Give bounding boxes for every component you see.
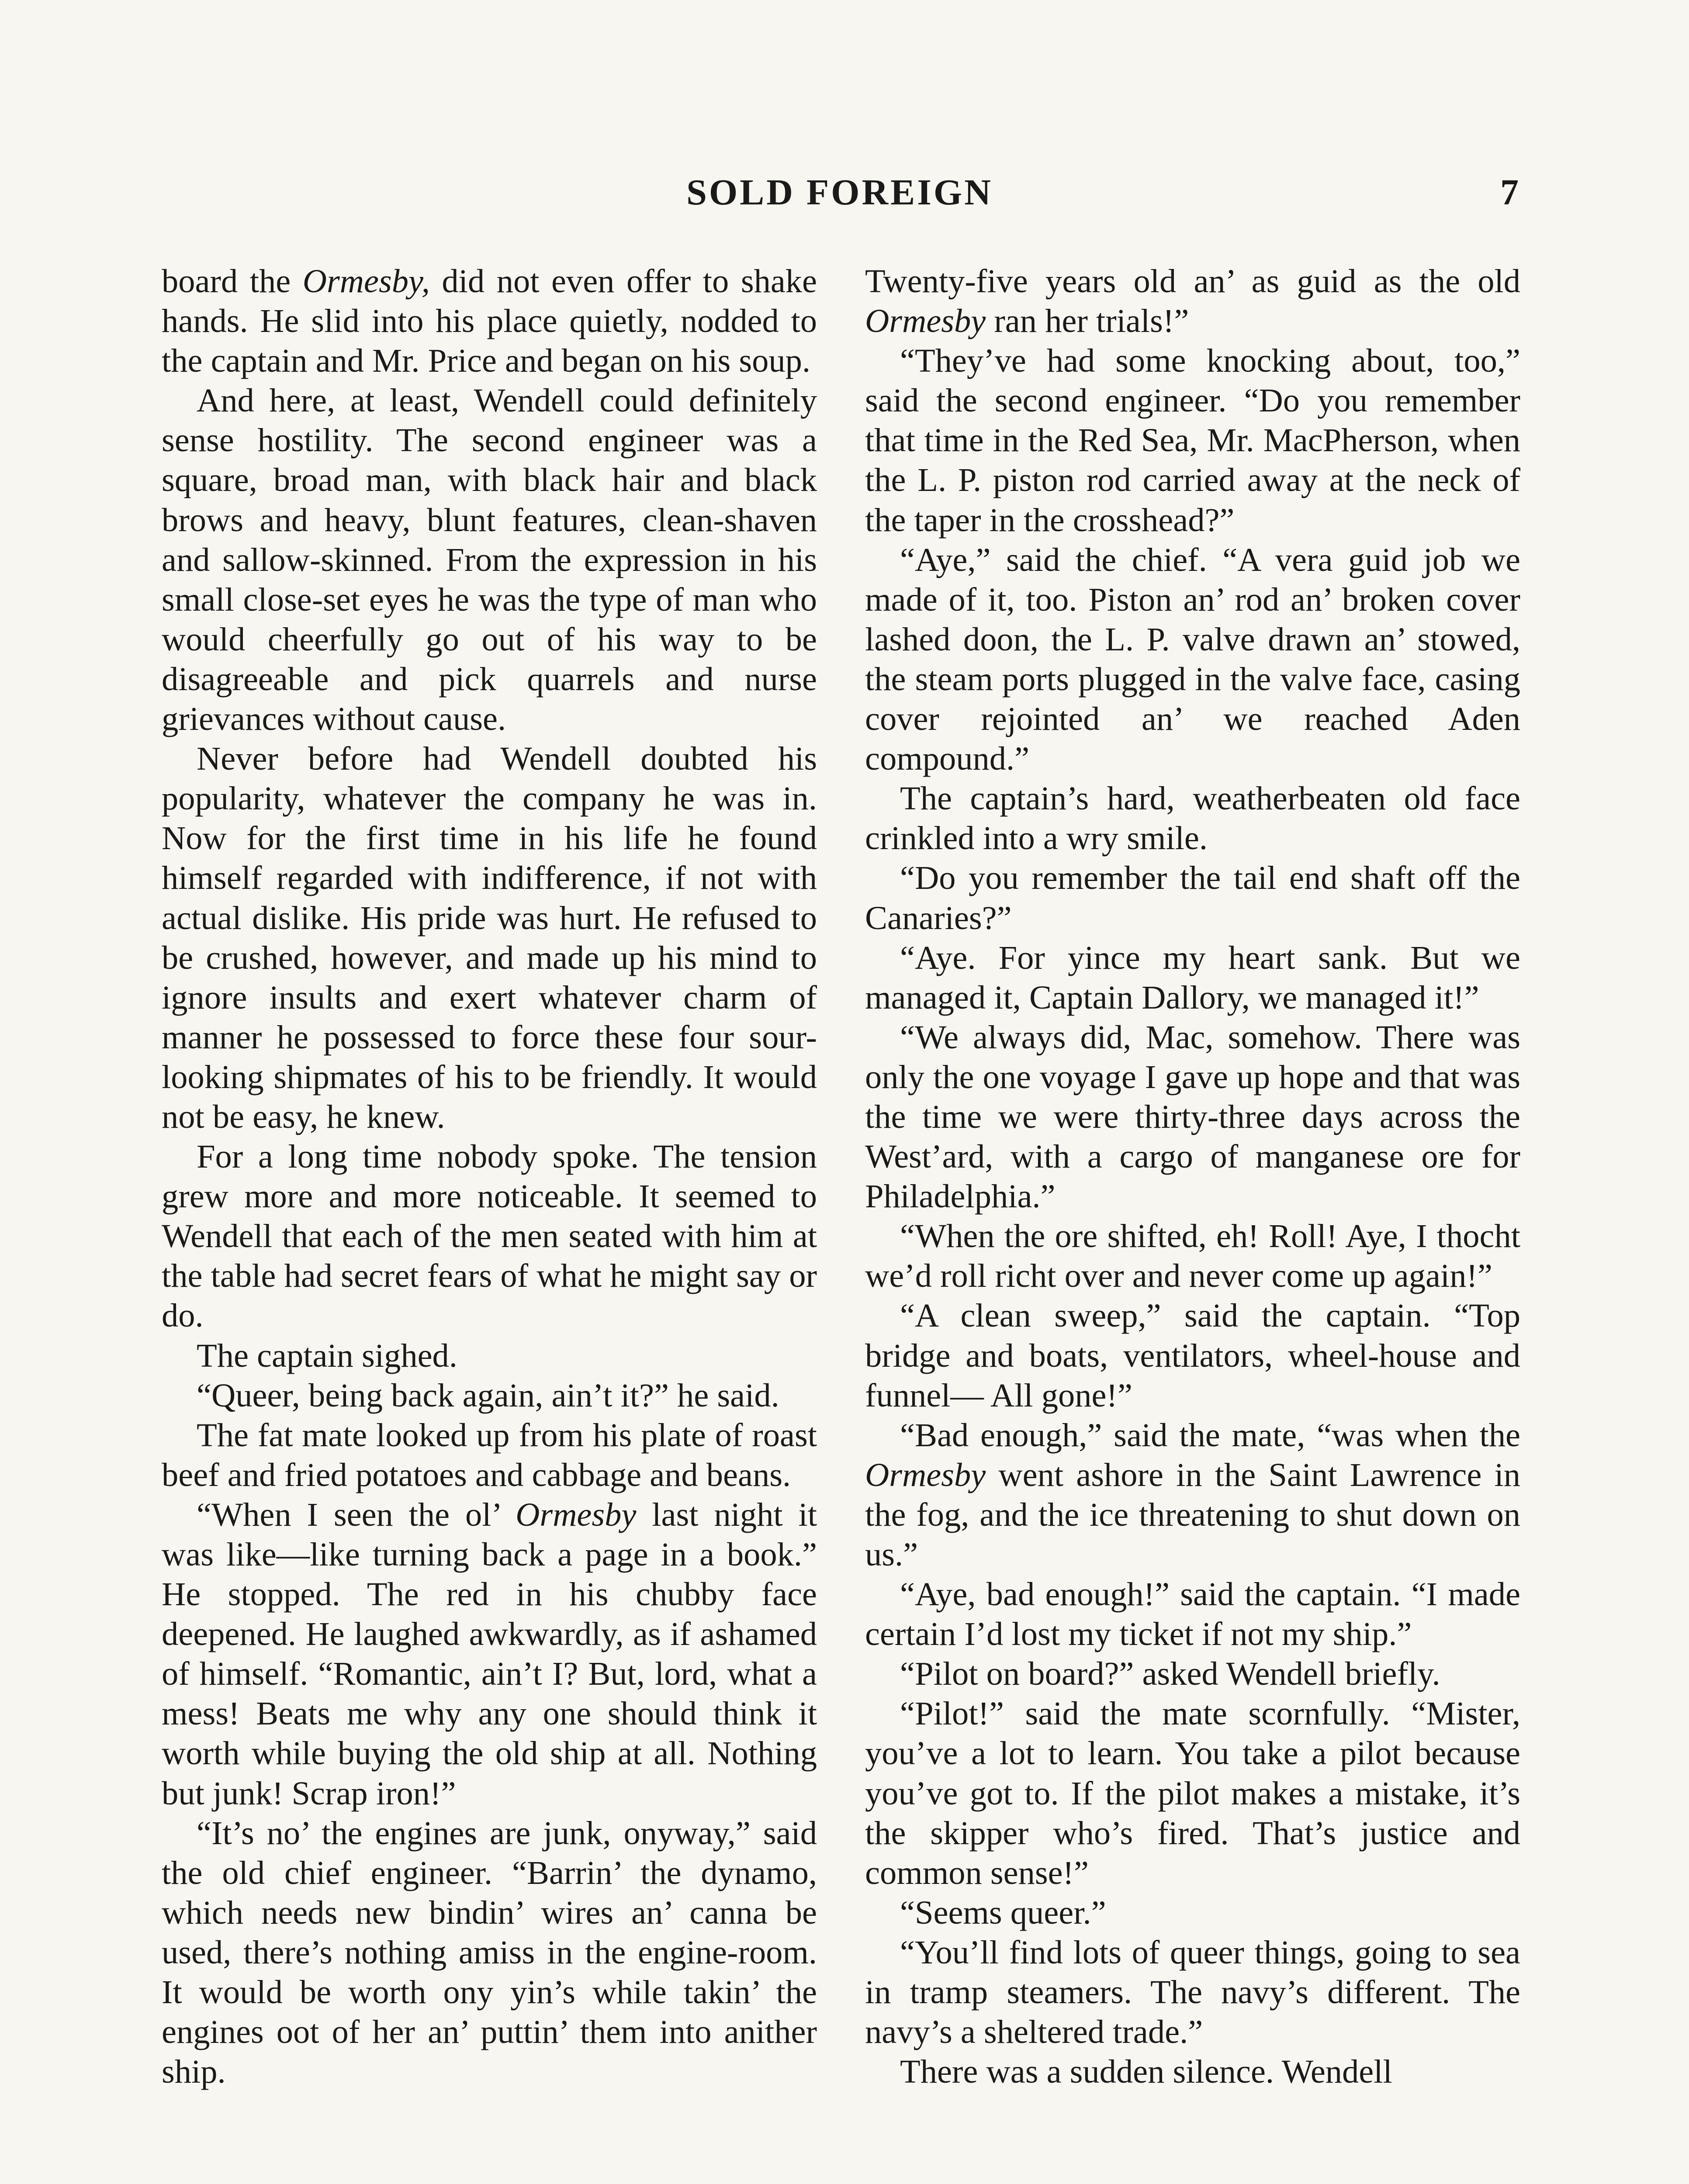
italic-ship-name: Ormesby, bbox=[302, 263, 430, 300]
paragraph: “When the ore shifted, eh! Roll! Aye, I thocht we’d roll richt over and never come up again!” bbox=[865, 1217, 1520, 1295]
paragraph: “Aye,” said the chief. “A vera guid job we made of it, too. Piston an’ rod an’ broken cover lashed doon, the L. P. valve drawn an’ stowed, the steam ports plugged in the valve face, casing cover rejointed an’ we reached Aden compound.” bbox=[865, 541, 1520, 778]
page-header bbox=[161, 171, 1519, 219]
text-run: last night it was like—like turning back a page in a book.” He stopped. The red in his chubby face deepened. He laughed awkwardly, as if ashamed of himself. “Romantic, ain’t I? But, lord, what a mess! Beats me why any one should think it worth while buying the old ship at all. Nothing but junk! Scrap iron!” bbox=[162, 1496, 817, 1812]
paragraph bbox=[162, 261, 817, 380]
paragraph: The captain sighed. bbox=[197, 1337, 457, 1374]
paragraph bbox=[865, 1415, 1520, 1574]
text-run: ran her trials!” bbox=[986, 302, 1189, 340]
paragraph: “Queer, being back again, ain’t it?” he said. bbox=[197, 1376, 779, 1414]
paragraph: “A clean sweep,” said the captain. “Top bridge and boats, ventilators, wheel-house and funnel— All gone!” bbox=[865, 1297, 1520, 1414]
paragraph: The captain’s hard, weatherbeaten old face crinkled into a wry smile. bbox=[865, 780, 1520, 857]
paragraph: Never before had Wendell doubted his popularity, whatever the company he was in. Now for the first time in his life he found himself regarded with indifference, if not with actual dislike. His pride was hurt. He refused to be crushed, however, and made up his mind to ignore insults and exert whatever charm of manner he possessed to force these four sour-looking shipmates of his to be friendly. It would not be easy, he knew. bbox=[162, 740, 817, 1135]
paragraph: “Do you remember the tail end shaft off the Canaries?” bbox=[865, 859, 1520, 936]
italic-ship-name: Ormesby bbox=[865, 302, 986, 340]
paragraph: “Pilot!” said the mate scornfully. “Mister, you’ve a lot to learn. You take a pilot because you’ve got to. If the pilot makes a mistake, it’s the skipper who’s fired. That’s justice and common sense!” bbox=[865, 1695, 1520, 1891]
italic-ship-name: Ormesby bbox=[865, 1456, 986, 1493]
text-run: did not even offer to shake hands. He slid into his place quietly, nodded to the captain and Mr. Price and began on his soup. bbox=[162, 263, 817, 380]
text-run: “Bad enough,” said the mate, “was when the bbox=[900, 1416, 1520, 1454]
paragraph bbox=[865, 261, 1520, 341]
left-text-column bbox=[162, 261, 817, 2091]
paragraph: There was a sudden silence. Wendell bbox=[900, 2053, 1392, 2091]
paragraph: “It’s no’ the engines are junk, onyway,” said the old chief engineer. “Barrin’ the dynamo, which needs new bindin’ wires an’ canna be used, there’s nothing amiss in the engine-room. It would be worth ony yin’s while takin’ the engines oot of her an’ puttin’ them into anither ship. bbox=[162, 1814, 817, 2091]
text-run: board the bbox=[162, 263, 303, 300]
paragraph: “They’ve had some knocking about, too,” said the second engineer. “Do you remember that time in the Red Sea, Mr. MacPherson, when the L. P. piston rod carried away at the neck of the taper in the crosshead?” bbox=[865, 342, 1520, 539]
paragraph: And here, at least, Wendell could definitely sense hostility. The second engineer was a square, broad man, with black hair and black brows and heavy, blunt features, clean-shaven and sallow-skinned. From the expression in his small close-set eyes he was the type of man who would cheerfully go out of his way to be disagreeable and pick quarrels and nurse grievances without cause. bbox=[162, 382, 817, 738]
paragraph: “Pilot on board?” asked Wendell briefly. bbox=[900, 1655, 1440, 1693]
text-run: Twenty-five years old an’ as guid as the old bbox=[865, 263, 1520, 300]
paragraph: The fat mate looked up from his plate of roast beef and fried potatoes and cabbage and beans. bbox=[162, 1416, 817, 1493]
paragraph: For a long time nobody spoke. The tension grew more and more noticeable. It seemed to Wendell that each of the men seated with him at the table had secret fears of what he might say or do. bbox=[162, 1138, 817, 1334]
running-title: SOLD FOREIGN bbox=[686, 172, 993, 213]
paragraph bbox=[162, 1495, 817, 1813]
page-number: 7 bbox=[1500, 172, 1519, 213]
paragraph: “Aye, bad enough!” said the captain. “I made certain I’d lost my ticket if not my ship.” bbox=[865, 1576, 1520, 1653]
paragraph: “You’ll find lots of queer things, going to sea in tramp steamers. The navy’s different. The navy’s a sheltered trade.” bbox=[865, 1933, 1520, 2051]
right-text-column bbox=[865, 261, 1520, 2091]
text-run: went ashore in the Saint Lawrence in the fog, and the ice threatening to shut down on us.” bbox=[865, 1456, 1520, 1573]
paragraph: “Aye. For yince my heart sank. But we managed it, Captain Dallory, we managed it!” bbox=[865, 939, 1520, 1016]
paragraph: “Seems queer.” bbox=[900, 1894, 1106, 1931]
paragraph: “We always did, Mac, somehow. There was only the one voyage I gave up hope and that was the time we were thirty-three days across the West’ard, with a cargo of manganese ore for Philadelphia.” bbox=[865, 1018, 1520, 1215]
text-run: “When I seen the ol’ bbox=[197, 1496, 516, 1533]
italic-ship-name: Ormesby bbox=[516, 1496, 637, 1533]
